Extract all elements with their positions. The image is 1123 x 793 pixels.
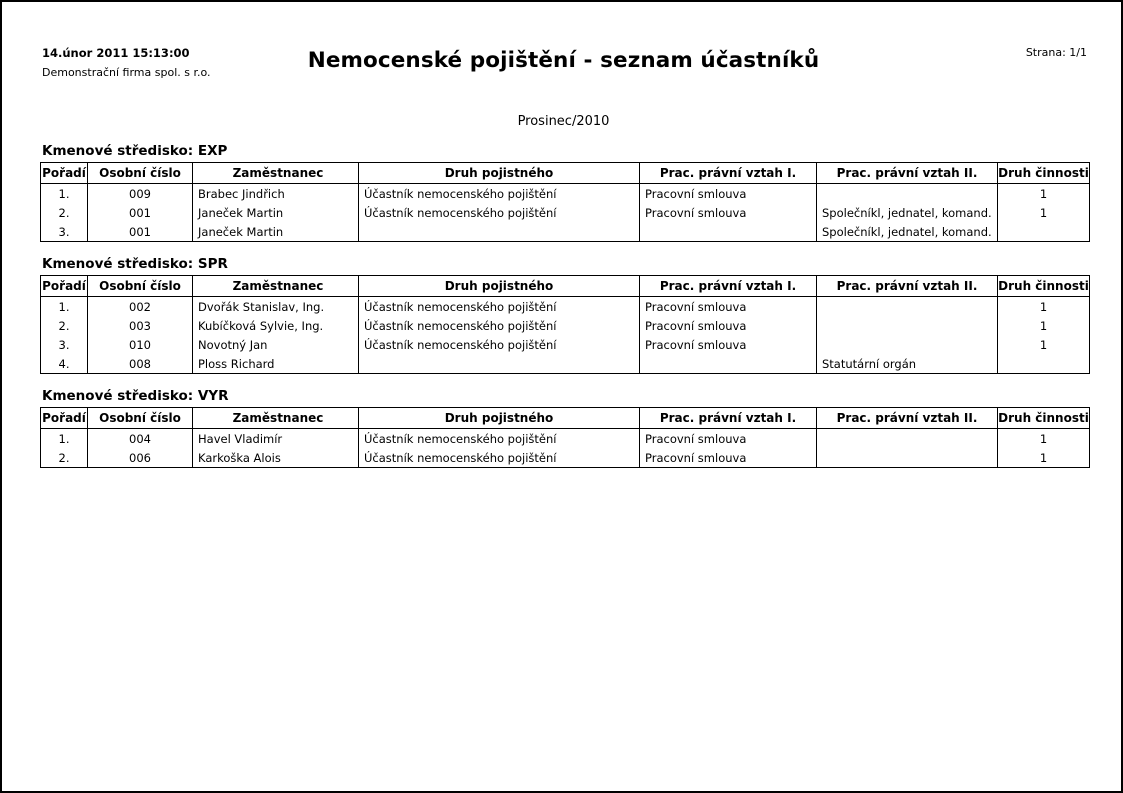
- table-row: [41, 184, 1090, 204]
- table-row: [41, 297, 1090, 317]
- column-header: Osobní číslo: [88, 163, 193, 184]
- cell-vztah1: [640, 354, 817, 374]
- column-header: Prac. právní vztah II.: [817, 276, 998, 297]
- table-row: [41, 354, 1090, 374]
- cell-zamestnanec: Kubíčková Sylvie, Ing.: [193, 316, 359, 335]
- cell-druh: Účastník nemocenského pojištění: [359, 203, 640, 222]
- cell-vztah2: [817, 316, 998, 335]
- cell-poradi: 4.: [41, 354, 88, 374]
- report-group: [40, 388, 1087, 468]
- column-header: Osobní číslo: [88, 276, 193, 297]
- cell-vztah1: Pracovní smlouva: [640, 203, 817, 222]
- group-title: Kmenové středisko: VYR: [42, 388, 229, 404]
- cell-vztah1: Pracovní smlouva: [640, 448, 817, 468]
- page-number: Strana: 1/1: [1025, 46, 1087, 59]
- cell-cislo: 001: [88, 203, 193, 222]
- cell-druh: [359, 354, 640, 374]
- cell-zamestnanec: Karkoška Alois: [193, 448, 359, 468]
- table-header-row: [41, 276, 1090, 297]
- cell-poradi: 3.: [41, 335, 88, 354]
- cell-poradi: 2.: [41, 448, 88, 468]
- cell-cislo: 004: [88, 429, 193, 449]
- column-header: Zaměstnanec: [193, 408, 359, 429]
- cell-zamestnanec: Ploss Richard: [193, 354, 359, 374]
- cell-vztah1: [640, 222, 817, 242]
- cell-poradi: 3.: [41, 222, 88, 242]
- column-header: Prac. právní vztah I.: [640, 276, 817, 297]
- table-row: [41, 335, 1090, 354]
- cell-vztah2: [817, 335, 998, 354]
- cell-cinnost: 1: [998, 429, 1090, 449]
- table-row: [41, 316, 1090, 335]
- column-header: Prac. právní vztah I.: [640, 408, 817, 429]
- column-header: Zaměstnanec: [193, 163, 359, 184]
- cell-cinnost: 1: [998, 203, 1090, 222]
- cell-druh: Účastník nemocenského pojištění: [359, 429, 640, 449]
- column-header: Druh pojistného: [359, 163, 640, 184]
- cell-cislo: 001: [88, 222, 193, 242]
- cell-druh: [359, 222, 640, 242]
- table-row: [41, 429, 1090, 449]
- column-header: Druh pojistného: [359, 408, 640, 429]
- participants-table: [40, 162, 1090, 242]
- cell-cinnost: 1: [998, 184, 1090, 204]
- cell-vztah2: Společníkl, jednatel, komand.: [817, 203, 998, 222]
- cell-poradi: 1.: [41, 429, 88, 449]
- cell-poradi: 2.: [41, 203, 88, 222]
- cell-vztah2: Společníkl, jednatel, komand.: [817, 222, 998, 242]
- cell-cinnost: 1: [998, 448, 1090, 468]
- participants-table: [40, 407, 1090, 468]
- cell-vztah1: Pracovní smlouva: [640, 184, 817, 204]
- cell-druh: Účastník nemocenského pojištění: [359, 448, 640, 468]
- column-header: Prac. právní vztah II.: [817, 163, 998, 184]
- table-row: [41, 203, 1090, 222]
- cell-cislo: 002: [88, 297, 193, 317]
- cell-zamestnanec: Dvořák Stanislav, Ing.: [193, 297, 359, 317]
- report-header: [40, 40, 1087, 102]
- cell-zamestnanec: Novotný Jan: [193, 335, 359, 354]
- cell-vztah1: Pracovní smlouva: [640, 335, 817, 354]
- group-list: [40, 143, 1087, 468]
- cell-druh: Účastník nemocenského pojištění: [359, 316, 640, 335]
- cell-cinnost: [998, 222, 1090, 242]
- cell-cislo: 003: [88, 316, 193, 335]
- cell-zamestnanec: Havel Vladimír: [193, 429, 359, 449]
- cell-poradi: 1.: [41, 297, 88, 317]
- column-header: Zaměstnanec: [193, 276, 359, 297]
- cell-cislo: 010: [88, 335, 193, 354]
- column-header: Osobní číslo: [88, 408, 193, 429]
- cell-zamestnanec: Janeček Martin: [193, 222, 359, 242]
- column-header: Prac. právní vztah II.: [817, 408, 998, 429]
- cell-zamestnanec: Brabec Jindřich: [193, 184, 359, 204]
- report-group: [40, 143, 1087, 242]
- cell-cinnost: 1: [998, 297, 1090, 317]
- cell-poradi: 2.: [41, 316, 88, 335]
- cell-druh: Účastník nemocenského pojištění: [359, 335, 640, 354]
- cell-vztah2: Statutární orgán: [817, 354, 998, 374]
- print-timestamp: 14.únor 2011 15:13:00: [42, 46, 190, 60]
- table-row: [41, 448, 1090, 468]
- column-header: Druh pojistného: [359, 276, 640, 297]
- report-body: [40, 40, 1087, 468]
- cell-vztah1: Pracovní smlouva: [640, 297, 817, 317]
- header-left-block: [42, 44, 211, 82]
- cell-vztah2: [817, 297, 998, 317]
- group-title: Kmenové středisko: EXP: [42, 143, 228, 159]
- company-name: Demonstrační firma spol. s r.o.: [42, 66, 211, 79]
- report-period: Prosinec/2010: [517, 114, 610, 129]
- column-header: Prac. právní vztah I.: [640, 163, 817, 184]
- cell-vztah1: Pracovní smlouva: [640, 429, 817, 449]
- cell-cislo: 008: [88, 354, 193, 374]
- cell-cinnost: [998, 354, 1090, 374]
- column-header: Druh činnosti: [998, 408, 1090, 429]
- column-header: Pořadí: [41, 408, 88, 429]
- cell-druh: Účastník nemocenského pojištění: [359, 297, 640, 317]
- cell-zamestnanec: Janeček Martin: [193, 203, 359, 222]
- cell-vztah2: [817, 429, 998, 449]
- table-row: [41, 222, 1090, 242]
- cell-druh: Účastník nemocenského pojištění: [359, 184, 640, 204]
- column-header: Druh činnosti: [998, 276, 1090, 297]
- group-title: Kmenové středisko: SPR: [42, 256, 228, 272]
- cell-cislo: 009: [88, 184, 193, 204]
- cell-poradi: 1.: [41, 184, 88, 204]
- page-title: Nemocenské pojištění - seznam účastníků: [307, 48, 820, 73]
- report-group: [40, 256, 1087, 374]
- cell-vztah1: Pracovní smlouva: [640, 316, 817, 335]
- cell-cinnost: 1: [998, 335, 1090, 354]
- column-header: Pořadí: [41, 276, 88, 297]
- table-header-row: [41, 408, 1090, 429]
- column-header: Pořadí: [41, 163, 88, 184]
- cell-cislo: 006: [88, 448, 193, 468]
- column-header: Druh činnosti: [998, 163, 1090, 184]
- table-header-row: [41, 163, 1090, 184]
- cell-vztah2: [817, 184, 998, 204]
- cell-vztah2: [817, 448, 998, 468]
- cell-cinnost: 1: [998, 316, 1090, 335]
- participants-table: [40, 275, 1090, 374]
